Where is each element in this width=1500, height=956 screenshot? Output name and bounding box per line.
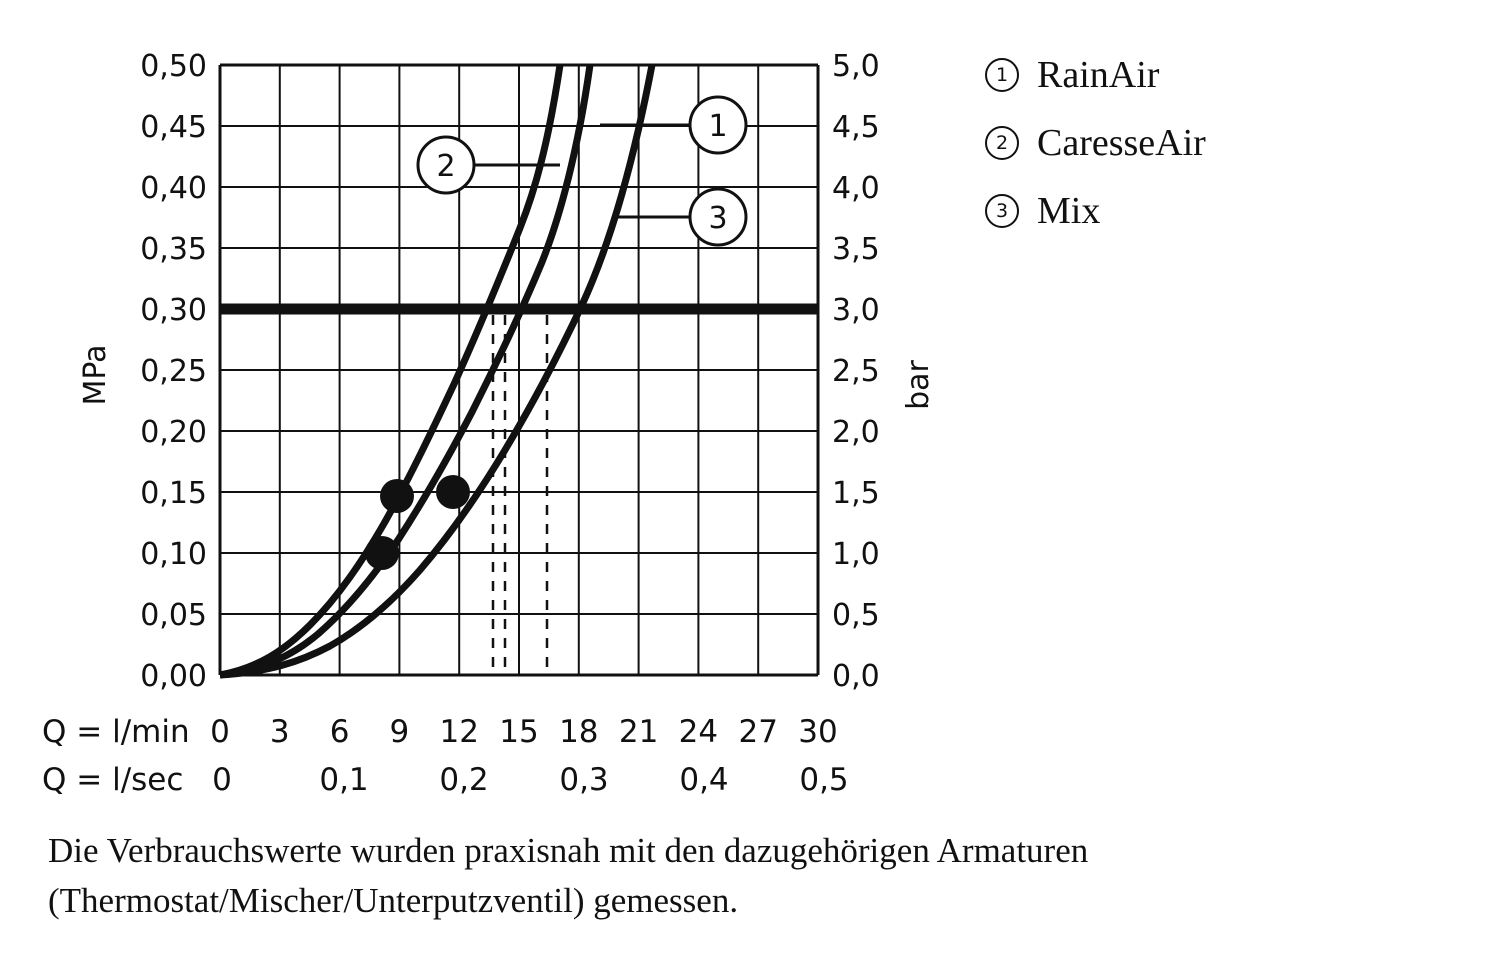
- legend-item-mix: [985, 191, 1465, 231]
- y-left-tick: 0,40: [140, 171, 207, 206]
- y-left-tick: 0,45: [140, 110, 207, 145]
- y-left-tick: 0,50: [140, 49, 207, 84]
- x-lmin-tick: 0: [210, 714, 230, 750]
- legend-label-caresseair: CaresseAir: [1037, 122, 1206, 164]
- x-lsec-tick: 0,1: [319, 762, 369, 798]
- y-left-tick: 0,10: [140, 537, 207, 572]
- y-right-tick: 2,5: [832, 354, 880, 389]
- x-axis-lmin-label: Q = l/min: [42, 714, 190, 750]
- legend-label-mix: Mix: [1037, 190, 1101, 232]
- callout-1: [690, 97, 746, 153]
- callout-3: [690, 189, 746, 245]
- y-left-tick: 0,00: [140, 659, 207, 694]
- x-lmin-tick: 15: [499, 714, 539, 750]
- y-right-tick: 1,5: [832, 476, 880, 511]
- x-lmin-tick: 21: [618, 714, 659, 750]
- x-lmin-tick: 27: [738, 714, 778, 750]
- x-lsec-tick: 0: [212, 762, 232, 798]
- x-lmin-tick: 3: [269, 714, 290, 750]
- y-right-tick: 4,5: [832, 110, 880, 145]
- x-axis-lsec-ticks: [212, 762, 849, 798]
- callout-leaders: [474, 125, 692, 217]
- y-right-tick: 0,5: [832, 598, 880, 633]
- callout-2-label: 2: [436, 149, 456, 184]
- y-right-tick: 3,0: [832, 293, 880, 328]
- footnote-text: Die Verbrauchswerte wurden praxisnah mit den dazugehörigen Armaturen (Thermostat/Mischer/Unterputzventil) gemessen.: [48, 831, 1089, 920]
- x-lmin-tick: 12: [439, 714, 479, 750]
- y-left-tick: 0,05: [140, 598, 207, 633]
- y-right-tick: 0,0: [832, 659, 880, 694]
- x-axis-lmin-ticks: [210, 714, 838, 750]
- legend-marker-3-icon: 3: [985, 194, 1019, 228]
- y-left-tick: 0,20: [140, 415, 207, 450]
- legend-label-rainair: RainAir: [1037, 54, 1160, 96]
- y-left-tick: 0,35: [140, 232, 207, 267]
- x-lmin-tick: 6: [329, 714, 350, 750]
- y-left-tick: 0,25: [140, 354, 207, 389]
- chart-grid: [220, 65, 818, 675]
- y-axis-right-title: bar: [901, 360, 936, 410]
- x-lsec-tick: 0,5: [799, 762, 849, 798]
- x-lmin-tick: 24: [678, 714, 719, 750]
- y-axis-left-title: MPa: [78, 344, 113, 406]
- legend-item-caresseair: [985, 123, 1465, 163]
- legend-marker-2-icon: 2: [985, 126, 1019, 160]
- x-axis-lsec-label: Q = l/sec: [42, 762, 184, 798]
- y-axis-right-ticks: [832, 49, 880, 694]
- x-lsec-tick: 0,4: [679, 762, 729, 798]
- y-right-tick: 2,0: [832, 415, 880, 450]
- y-right-tick: 3,5: [832, 232, 880, 267]
- legend-marker-1-icon: 1: [985, 58, 1019, 92]
- callout-1-label: 1: [708, 109, 728, 144]
- x-lsec-tick: 0,2: [439, 762, 489, 798]
- y-left-tick: 0,15: [140, 476, 207, 511]
- x-lmin-tick: 30: [798, 714, 838, 750]
- x-lmin-tick: 9: [389, 714, 410, 750]
- y-axis-left-ticks: [140, 49, 207, 694]
- x-lsec-tick: 0,3: [559, 762, 609, 798]
- legend-item-rainair: [985, 55, 1465, 95]
- y-left-tick: 0,30: [140, 293, 207, 328]
- y-right-tick: 1,0: [832, 537, 880, 572]
- y-right-tick: 5,0: [832, 49, 880, 84]
- callout-2: [418, 137, 474, 193]
- callout-3-label: 3: [708, 201, 728, 236]
- chart-legend: [985, 55, 1465, 259]
- x-lmin-tick: 18: [559, 714, 599, 750]
- y-right-tick: 4,0: [832, 171, 880, 206]
